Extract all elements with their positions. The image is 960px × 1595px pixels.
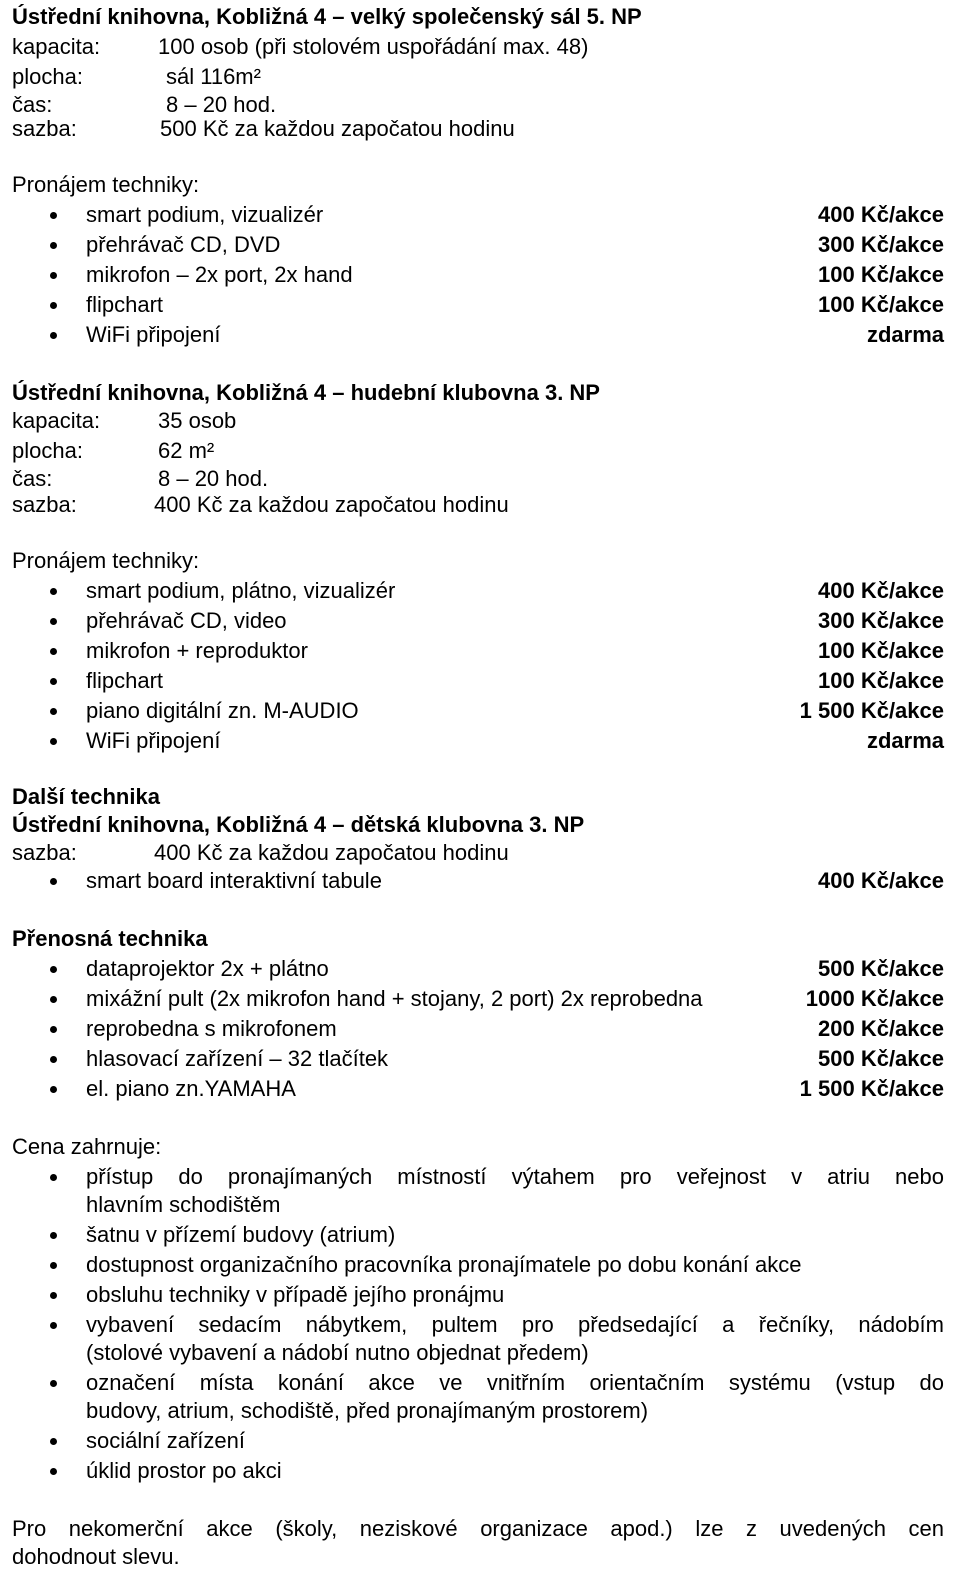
footer-note-continuation: dohodnout slevu. xyxy=(12,1544,180,1569)
list-item xyxy=(12,866,944,896)
list-item xyxy=(12,576,944,606)
sazba-label: sazba: xyxy=(12,492,77,517)
list-item: označení místa konání akce ve vnitřním orientačním systému (vstup do xyxy=(86,1370,944,1395)
item-name: flipchart xyxy=(86,668,164,693)
list-item xyxy=(12,726,944,756)
item-name: dostupnost organizačního pracovníka pronajímatele po dobu konání akce xyxy=(86,1252,802,1277)
item-price: 100 Kč/akce xyxy=(818,638,944,663)
item-price: 400 Kč/akce xyxy=(818,202,944,227)
bullet-icon xyxy=(50,678,57,685)
tech-heading: Pronájem techniky: xyxy=(12,172,200,197)
bullet-icon xyxy=(50,1026,57,1033)
item-price: zdarma xyxy=(866,322,944,347)
kapacita-row xyxy=(12,32,944,62)
list-item xyxy=(12,636,944,666)
section-heading-hudebni-klubovna: Ústřední knihovna, Kobližná 4 – hudební klubovna 3. NP xyxy=(12,380,600,405)
bullet-icon xyxy=(50,878,57,885)
plocha-value: 62 m² xyxy=(158,438,215,463)
sazba-row xyxy=(12,838,944,868)
item-name: WiFi připojení xyxy=(86,322,221,347)
plocha-label: plocha: xyxy=(12,64,83,89)
bullet-icon xyxy=(50,648,57,655)
sazba-label: sazba: xyxy=(12,116,77,141)
item-price: 100 Kč/akce xyxy=(818,668,944,693)
cas-label: čas: xyxy=(12,92,53,117)
kapacita-label: kapacita: xyxy=(12,408,101,433)
item-price: 1 500 Kč/akce xyxy=(799,698,944,723)
list-item xyxy=(12,1014,944,1044)
item-price: 100 Kč/akce xyxy=(818,262,944,287)
item-price: 200 Kč/akce xyxy=(818,1016,944,1041)
kapacita-label: kapacita: xyxy=(12,34,101,59)
bullet-icon xyxy=(50,708,57,715)
item-price: zdarma xyxy=(866,728,944,753)
bullet-icon xyxy=(50,1438,57,1445)
item-price: 500 Kč/akce xyxy=(818,1046,944,1071)
list-item-continuation: (stolové vybavení a nádobí nutno objednat předem) xyxy=(86,1340,589,1365)
bullet-icon xyxy=(50,212,57,219)
item-name: obsluhu techniky v případě jejího pronájmu xyxy=(86,1282,505,1307)
item-price: 1000 Kč/akce xyxy=(805,986,944,1011)
kapacita-value: 100 osob (při stolovém uspořádání max. 48) xyxy=(158,34,589,59)
item-name: dataprojektor 2x + plátno xyxy=(86,956,329,981)
bullet-icon xyxy=(50,302,57,309)
item-price: 300 Kč/akce xyxy=(818,608,944,633)
item-price: 400 Kč/akce xyxy=(818,868,944,893)
plocha-row xyxy=(12,62,944,92)
bullet-icon xyxy=(50,332,57,339)
bullet-icon xyxy=(50,1232,57,1239)
bullet-icon xyxy=(50,1292,57,1299)
list-item xyxy=(12,1280,944,1310)
bullet-icon xyxy=(50,1174,57,1181)
kapacita-value: 35 osob xyxy=(158,408,237,433)
sazba-label: sazba: xyxy=(12,840,77,865)
list-item xyxy=(12,230,944,260)
plocha-label: plocha: xyxy=(12,438,83,463)
item-name: šatnu v přízemí budovy (atrium) xyxy=(86,1222,396,1247)
bullet-icon xyxy=(50,1468,57,1475)
item-name: flipchart xyxy=(86,292,164,317)
bullet-icon xyxy=(50,618,57,625)
bullet-icon xyxy=(50,738,57,745)
item-name: smart podium, vizualizér xyxy=(86,202,324,227)
cas-label: čas: xyxy=(12,466,53,491)
plocha-value: sál 116m² xyxy=(166,64,261,89)
item-name: přehrávač CD, video xyxy=(86,608,287,633)
list-item xyxy=(12,320,944,350)
list-item xyxy=(12,200,944,230)
footer-note: Pro nekomerční akce (školy, neziskové organizace apod.) lze z uvedených cen xyxy=(12,1516,944,1541)
item-name: mixážní pult (2x mikrofon hand + stojany, 2 port) 2x reprobedna xyxy=(86,986,703,1011)
item-name: smart podium, plátno, vizualizér xyxy=(86,578,396,603)
list-item xyxy=(12,1220,944,1250)
list-item-continuation: hlavním schodištěm xyxy=(86,1192,281,1217)
list-item xyxy=(12,1426,944,1456)
item-price: 1 500 Kč/akce xyxy=(799,1076,944,1101)
list-item xyxy=(12,1044,944,1074)
item-name: přehrávač CD, DVD xyxy=(86,232,281,257)
section-heading-detska-klubovna: Ústřední knihovna, Kobližná 4 – dětská klubovna 3. NP xyxy=(12,812,585,837)
bullet-icon xyxy=(50,1380,57,1387)
tech-heading: Pronájem techniky: xyxy=(12,548,200,573)
list-item xyxy=(12,1074,944,1104)
item-name: sociální zařízení xyxy=(86,1428,245,1453)
list-item-continuation: budovy, atrium, schodiště, před pronajímaným prostorem) xyxy=(86,1398,649,1423)
list-item xyxy=(12,696,944,726)
cas-value: 8 – 20 hod. xyxy=(166,92,277,117)
section-heading-dalsi-technika: Další technika xyxy=(12,784,160,809)
item-name: smart board interaktivní tabule xyxy=(86,868,382,893)
list-item xyxy=(12,984,944,1014)
item-name: reprobedna s mikrofonem xyxy=(86,1016,337,1041)
kapacita-row xyxy=(12,406,944,436)
list-item xyxy=(12,954,944,984)
item-name: mikrofon + reproduktor xyxy=(86,638,308,663)
sazba-row xyxy=(12,114,944,144)
item-name: piano digitální zn. M-AUDIO xyxy=(86,698,359,723)
item-name: úklid prostor po akci xyxy=(86,1458,282,1483)
section-heading-velky-sal: Ústřední knihovna, Kobližná 4 – velký společenský sál 5. NP xyxy=(12,4,642,29)
bullet-icon xyxy=(50,1262,57,1269)
bullet-icon xyxy=(50,966,57,973)
item-price: 300 Kč/akce xyxy=(818,232,944,257)
item-price: 100 Kč/akce xyxy=(818,292,944,317)
list-item: přístup do pronajímaných místností výtahem pro veřejnost v atriu nebo xyxy=(86,1164,944,1189)
list-item xyxy=(12,1456,944,1486)
item-name: el. piano zn.YAMAHA xyxy=(86,1076,296,1101)
list-item xyxy=(12,260,944,290)
cas-value: 8 – 20 hod. xyxy=(158,466,269,491)
item-price: 400 Kč/akce xyxy=(818,578,944,603)
list-item xyxy=(12,666,944,696)
section-heading-prenosna-technika: Přenosná technika xyxy=(12,926,208,951)
list-item xyxy=(12,290,944,320)
sazba-value: 400 Kč za každou započatou hodinu xyxy=(154,492,509,517)
bullet-icon xyxy=(50,1086,57,1093)
item-name: hlasovací zařízení – 32 tlačítek xyxy=(86,1046,389,1071)
bullet-icon xyxy=(50,588,57,595)
item-price: 500 Kč/akce xyxy=(818,956,944,981)
sazba-value: 500 Kč za každou započatou hodinu xyxy=(160,116,515,141)
list-item xyxy=(12,606,944,636)
plocha-row xyxy=(12,436,944,466)
bullet-icon xyxy=(50,1056,57,1063)
sazba-row xyxy=(12,490,944,520)
cena-zahrnuje-heading: Cena zahrnuje: xyxy=(12,1134,162,1159)
bullet-icon xyxy=(50,1322,57,1329)
list-item: vybavení sedacím nábytkem, pultem pro předsedající a řečníky, nádobím xyxy=(86,1312,944,1337)
item-name: mikrofon – 2x port, 2x hand xyxy=(86,262,353,287)
bullet-icon xyxy=(50,242,57,249)
item-name: WiFi připojení xyxy=(86,728,221,753)
sazba-value: 400 Kč za každou započatou hodinu xyxy=(154,840,509,865)
list-item xyxy=(12,1250,944,1280)
bullet-icon xyxy=(50,272,57,279)
bullet-icon xyxy=(50,996,57,1003)
